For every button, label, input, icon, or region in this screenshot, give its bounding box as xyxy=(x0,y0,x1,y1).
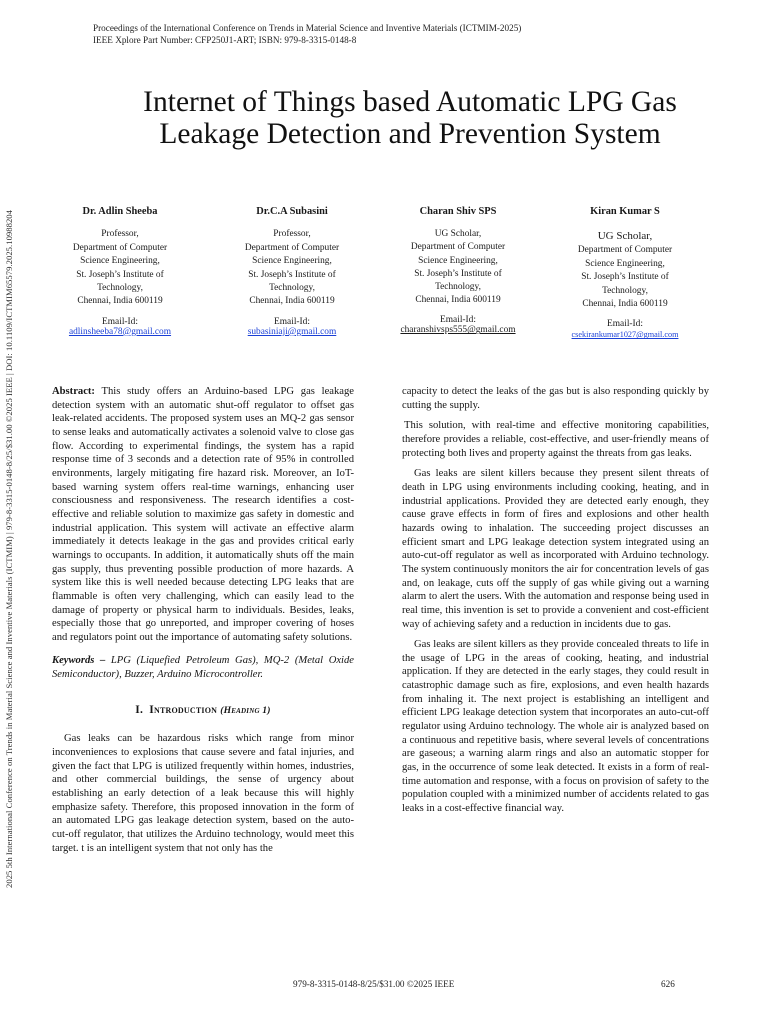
body-paragraph: This solution, with real-time and effective monitoring capabilities, therefore provides a reliable, cost-effective, and user-friendly means of protecting both lives and property against the threats from gas leaks. xyxy=(402,420,709,459)
author-card xyxy=(50,205,190,338)
author-affiliation-line: Chennai, India 600119 xyxy=(415,295,501,306)
author-role: UG Scholar, xyxy=(597,230,653,243)
body-paragraph: capacity to detect the leaks of the gas but is also responding quickly by cutting the supply. xyxy=(402,386,709,411)
author-name: Dr. Adlin Sheeba xyxy=(82,206,158,217)
author-affiliation-line: Technology, xyxy=(269,283,315,294)
author-role: UG Scholar, xyxy=(434,229,482,240)
author-affiliation-line: Science Engineering, xyxy=(252,256,332,267)
author-affiliation-line: Chennai, India 600119 xyxy=(77,296,163,307)
abstract xyxy=(52,385,354,644)
page-number: 626 xyxy=(661,979,675,989)
intro-paragraph: Gas leaks can be hazardous risks which range from minor inconveniences to explosions that cause severe and fatal injuries, and given the fact that LPG is utilized frequently within homes, industries, and other commercial buildings, the sense of urgency about establishing an early detection of a leak because this will highly emphasize safety. Therefore, this proposed innovation in the form of an automated LPG gas leakage detection system, based on the auto-cut-off regulator, that utilizes the Arduino technology, would meet this target. t is an intelligent system that not only has the xyxy=(52,733,354,854)
author-name: Dr.C.A Subasini xyxy=(256,206,328,217)
keywords xyxy=(52,654,354,681)
author-card xyxy=(222,205,362,338)
author-email-link[interactable]: csekirankumar1027@gmail.com xyxy=(571,330,679,340)
abstract-text: This study offers an Arduino-based LPG gas leakage detection system with an automatic shut-off regulator to offset gas leak-related accidents. The proposed system uses an MQ-2 gas sensor to sense leaks and automatically activates a solenoid valve to close gas flow. According to experimental findings, the system has a rapid response time of 3 seconds and a detection rate of 95% in controlled environments, largely mitigating fire hazard risk. Moreover, an IoT-based warning system offers real-time warnings, enhancing user consciousness and responsiveness. The research identifies a cost-effective and reliable solution to maximize gas safety in domestic and industrial application. This system will activate an effective alarm immediately it detects leakage in the gas and provides critical early warnings to occupants. In addition, it automatically shuts off the main gas supply, thus preventing possible production of more hazards. A system like this is well needed because detecting LPG leaks that are flammable is often very challenging, which can easily lead to the damage of property or physical harm to individuals. Besides, leaks, especially those that go unreported, and improper covering of hoses and regulators point out the importance of automating safety solutions. xyxy=(52,386,354,643)
proceedings-line-1: Proceedings of the International Conference on Trends in Material Science and Inventive Materials (ICTMIM-2025) xyxy=(93,23,522,33)
author-affiliation-line: Department of Computer xyxy=(244,242,340,253)
author-affiliation-line: Science Engineering, xyxy=(585,258,665,269)
author-affiliation-line: St. Joseph’s Institute of xyxy=(248,269,336,280)
author-affiliation-line: Technology, xyxy=(435,282,481,293)
author-affiliation-line: Department of Computer xyxy=(72,242,168,253)
author-affiliation-line: St. Joseph’s Institute of xyxy=(414,268,502,279)
author-email-link[interactable]: subasiniaji@gmail.com xyxy=(247,326,337,337)
proceedings-line-2: IEEE Xplore Part Number: CFP250J1-ART; ISBN: 979-8-3315-0148-8 xyxy=(93,34,357,45)
keywords-label: Keywords – xyxy=(52,655,106,667)
left-column xyxy=(52,385,354,862)
email-label: Email-Id: xyxy=(440,315,476,326)
keywords-text: LPG (Liquefied Petroleum Gas), MQ-2 (Metal Oxide Semiconductor), Buzzer, Arduino Microcontroller. xyxy=(52,655,354,681)
author-role: Professor, xyxy=(273,229,311,240)
section-heading-note: (Heading 1) xyxy=(220,704,271,716)
title-line-2: Leakage Detection and Prevention System xyxy=(159,118,661,150)
author-card xyxy=(555,205,695,340)
section-heading-introduction xyxy=(52,703,354,718)
author-affiliation-line: Department of Computer xyxy=(410,242,506,253)
title-line-1: Internet of Things based Automatic LPG Gas xyxy=(143,86,677,118)
author-affiliation-line: Department of Computer xyxy=(577,245,673,256)
section-number: I. xyxy=(135,702,144,716)
author-affiliation-line: Chennai, India 600119 xyxy=(582,299,668,310)
email-label: Email-Id: xyxy=(274,316,310,327)
author-email-link[interactable]: charanshivsps555@gmail.com xyxy=(400,325,516,336)
email-label: Email-Id: xyxy=(607,319,643,330)
email-label: Email-Id: xyxy=(102,316,138,327)
proceedings-header xyxy=(93,23,521,46)
footer-copyright: 979-8-3315-0148-8/25/$31.00 ©2025 IEEE xyxy=(293,979,455,989)
author-name: Charan Shiv SPS xyxy=(419,206,497,217)
author-affiliation-line: Technology, xyxy=(602,285,648,296)
right-column xyxy=(402,385,709,823)
author-affiliation-line: Technology, xyxy=(97,283,143,294)
author-affiliation-line: St. Joseph’s Institute of xyxy=(581,272,669,283)
author-name: Kiran Kumar S xyxy=(590,206,660,217)
body-paragraph: Gas leaks are silent killers as they provide concealed threats to life in the usage of LPG in the areas of cooking, heating, and industrial application. If they are detected in the early stages, they could result in catastrophic damage such as fire, explosions, and even health hazards from inhaling it. The next project is establishing an intelligent and efficient LPG leakage detection system that incorporates an auto-cut-off regulator using Arduino technology. The whole air is analyzed based on a continuous and repetitive basis, where several levels of concentrations are gaseous; a warning alarm rings and also an automatic stopper for gas, in the occurrence of some leak detected. It exists in a form of real-time automation and response, with a focus on provision of safety to the population coupled with a minimized number of accidents related to gas leaks in a cost-effective financial way. xyxy=(402,639,709,815)
author-role: Professor, xyxy=(101,229,139,240)
author-affiliation-line: Science Engineering, xyxy=(80,256,160,267)
body-paragraph: Gas leaks are silent killers because they present silent threats of death in LPG using environments including cooking, heating, and in industrial applications. Provided they are detected early enough, they cause grave effects in form of fires and explosions and other health hazards owing to inhalation. The succeeding project discusses an efficient smart and LPG leakage detection system integrated using an auto-cut-off regulator as well as incorporated with Arduino technology. The system continuously monitors the air for concentration levels of gas and, on leakage, cuts off the supply of gas while giving out a warning alarm to alert the users. With the automation and response being used in real time, this invention is set to provide a convenient and cost-efficient way of achieving safety and a reduction in incidents due to gas. xyxy=(402,468,709,630)
author-affiliation-line: Chennai, India 600119 xyxy=(249,296,335,307)
author-affiliation-line: St. Joseph’s Institute of xyxy=(76,269,164,280)
author-card xyxy=(388,205,528,336)
section-title: Introduction xyxy=(149,702,218,716)
doi-side-strip: 2025 5th International Conference on Trends in Material Science and Inventive Materials (ICTMIM) | 979-8-3315-0148-8/25/$31.00 ©2025 IEEE | DOI: 10.1109/ICTMIM65579.2025.10988204 xyxy=(4,209,14,888)
author-block xyxy=(0,205,768,355)
author-affiliation-line: Science Engineering, xyxy=(418,255,498,266)
abstract-label: Abstract: xyxy=(52,386,95,397)
paper-title xyxy=(90,86,730,150)
author-email-link[interactable]: adlinsheeba78@gmail.com xyxy=(68,326,172,337)
